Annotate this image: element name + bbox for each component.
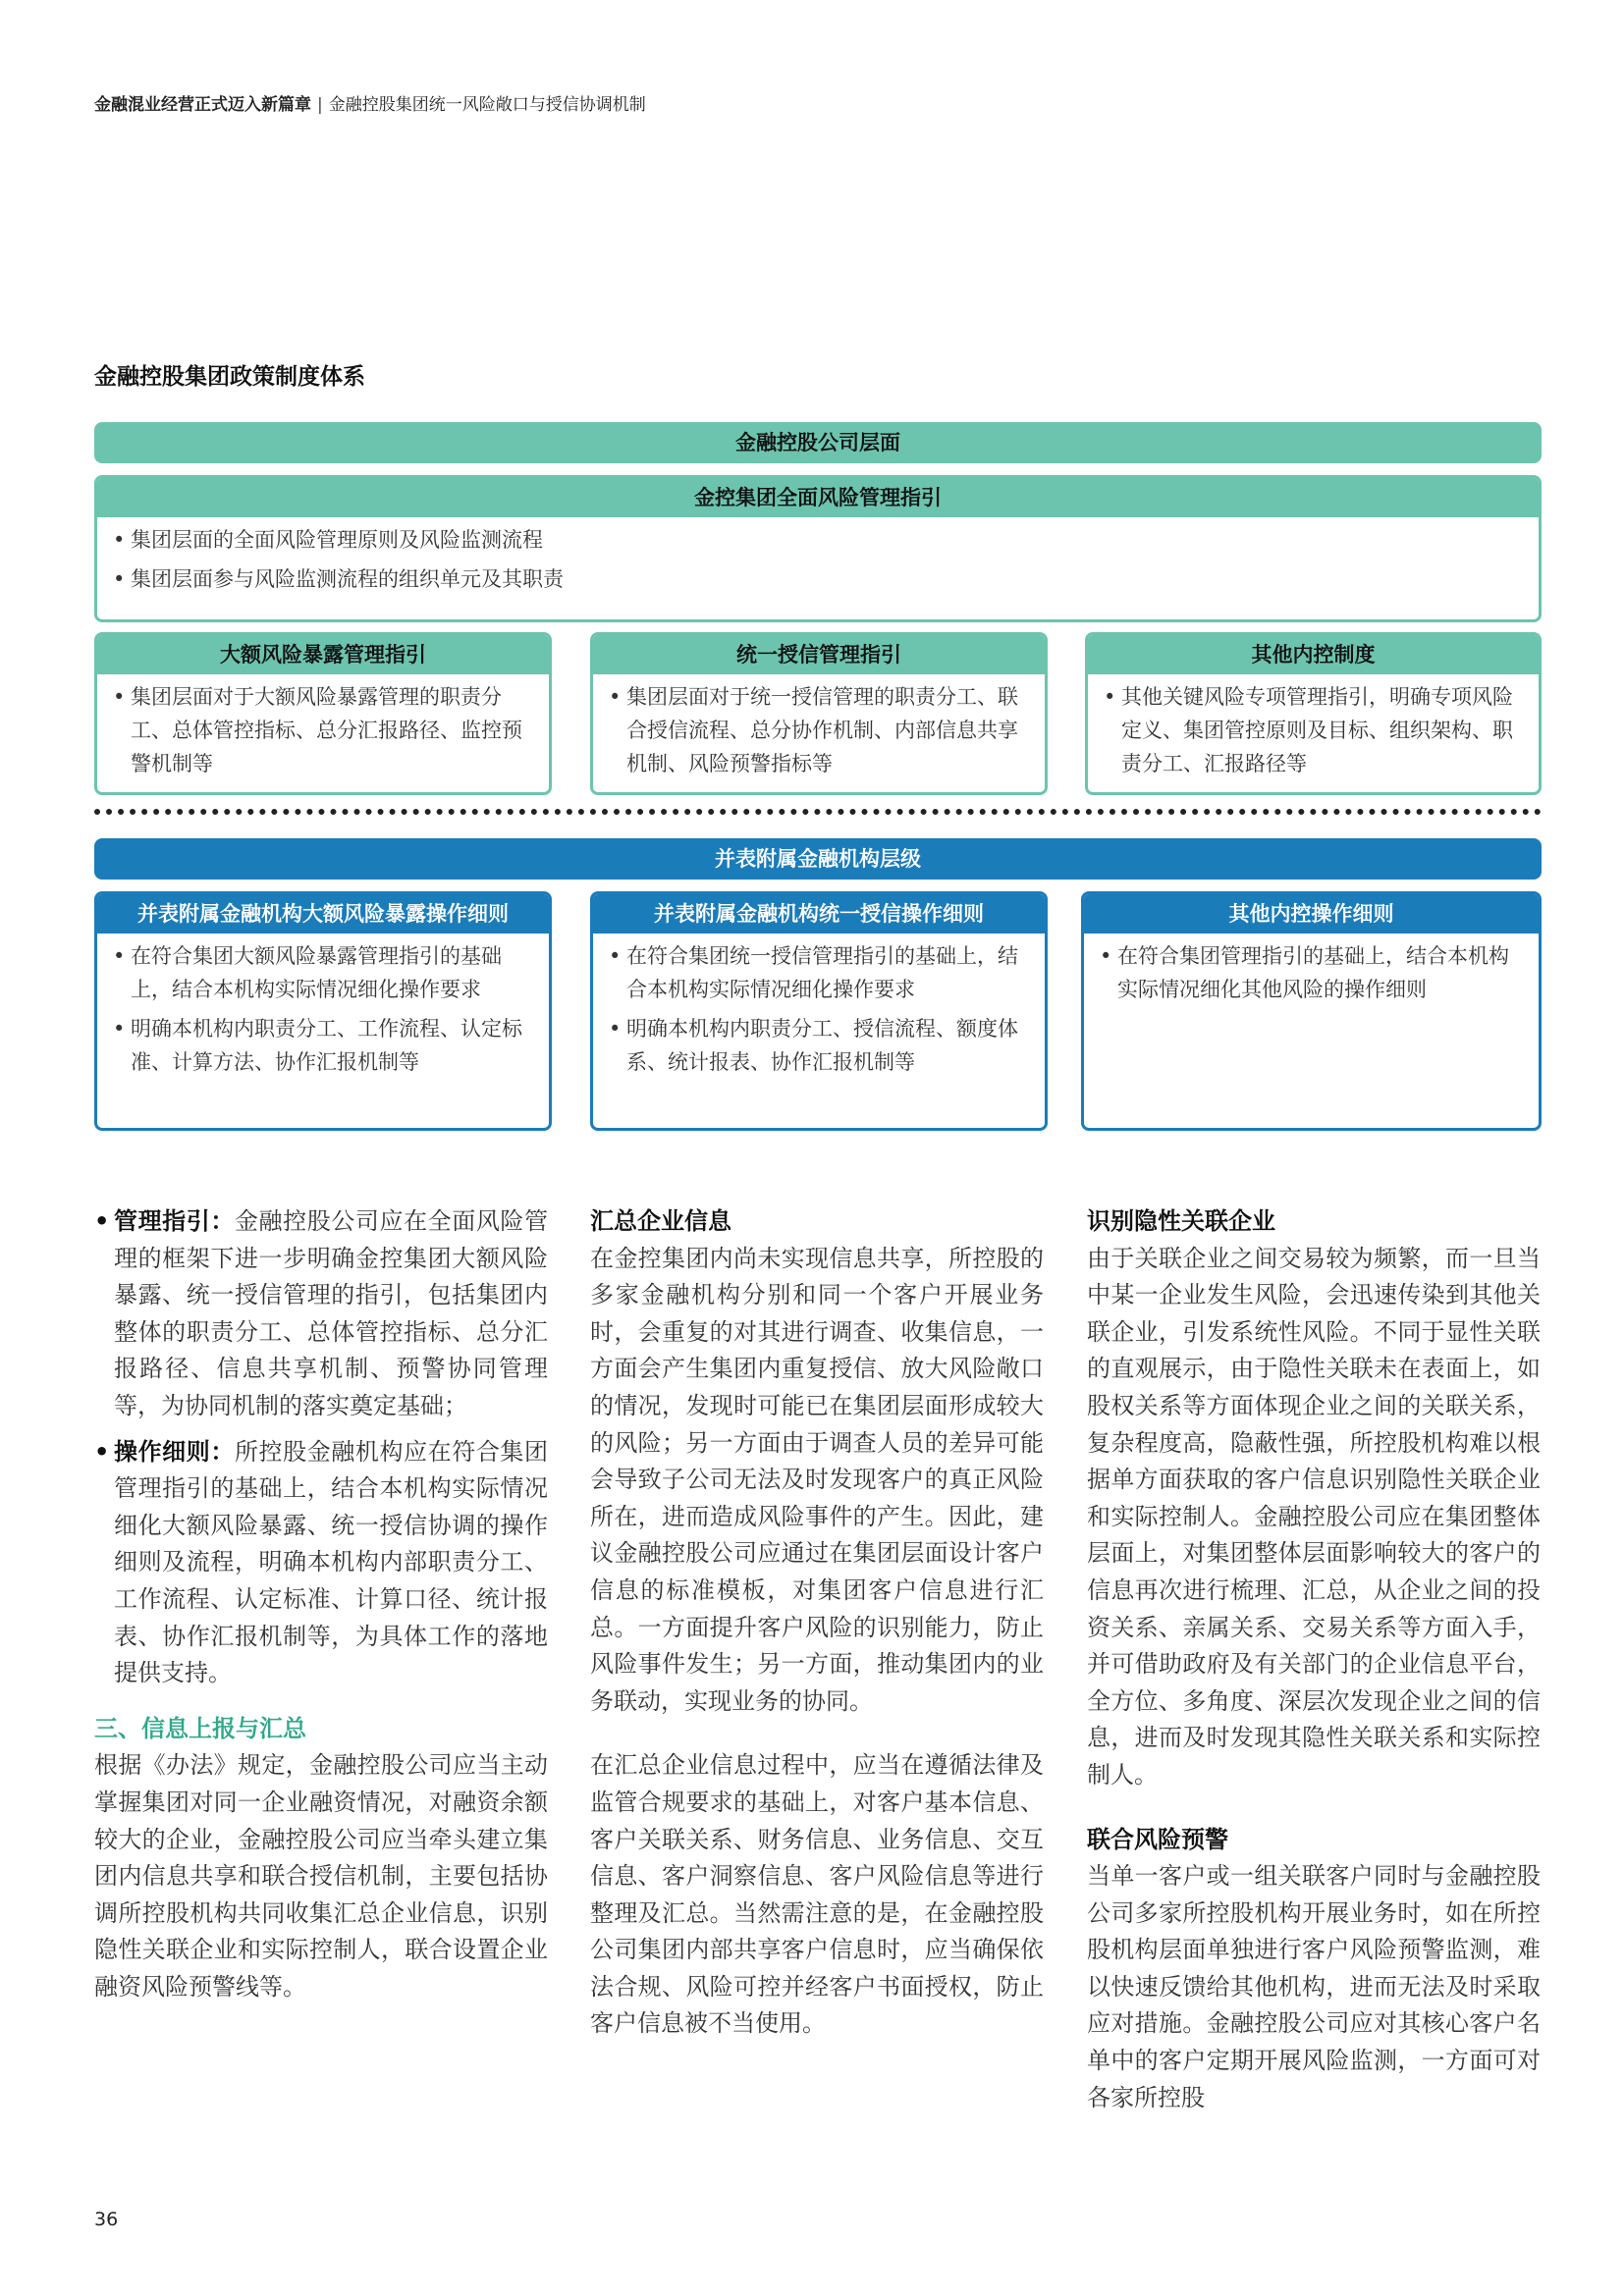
unified-credit-guide-box [590,632,1048,795]
sub-other-control-title: 其他内控操作细则 [1084,894,1539,934]
body-column-2 [590,1203,1044,2043]
paragraph: 在汇总企业信息过程中，应当在遵循法律及监管合规要求的基础上，对客户基本信息、客户关联关系、财务信息、业务信息、交互信息、客户洞察信息、客户风险信息等进行整理及汇总。当然需注意的是，在金融控股公司集团内部共享客户信息时，应当确保依法合规、风险可控并经客户书面授权，防止客户信息被不当使用。 [590,1751,1044,2038]
section-heading: 三、信息上报与汇总 [94,1714,306,1742]
subheading-hidden-affiliates: 识别隐性关联企业 [1087,1207,1275,1235]
header-title: 金融混业经营正式迈入新篇章 [94,95,311,115]
level-divider [94,809,1542,815]
bullet-lead: 管理指引： [114,1207,235,1235]
large-exposure-guide-box [94,632,552,795]
body-column-1 [94,1203,548,2005]
sub-large-exposure-title: 并表附属金融机构大额风险暴露操作细则 [97,894,549,934]
section-paragraph: 根据《办法》规定，金融控股公司应当主动掌握集团对同一企业融资情况，对融资余额较大的企业，金融控股公司应当牵头建立集团内信息共享和联合授信机制，主要包括协调所控股机构共同收集汇总企业信息，识别隐性关联企业和实际控制人，联合设置企业融资风险预警线等。 [94,1751,548,2001]
sub-unified-credit-item: • 在符合集团统一授信管理指引的基础上，结合本机构实际情况细化操作要求 [607,939,1031,1006]
unified-credit-guide-item: • 集团层面对于统一授信管理的职责分工、联合授信流程、总分协作机制、内部信息共享机制、风险预警指标等 [607,680,1031,780]
main-guide-item: • 集团层面的全面风险管理原则及风险监测流程 [111,523,1525,557]
header-subtitle: 金融控股集团统一风险敞口与授信协调机制 [328,95,646,115]
subheading-summarize-info: 汇总企业信息 [590,1207,731,1235]
sub-other-control-item: • 在符合集团管理指引的基础上，结合本机构实际情况细化其他风险的操作细则 [1098,939,1525,1006]
subsidiary-level-bar: 并表附属金融机构层级 [94,838,1542,880]
header-separator: | [317,95,323,115]
other-control-title: 其他内控制度 [1088,635,1539,674]
other-control-box [1085,632,1542,795]
large-exposure-guide-item: • 集团层面对于大额风险暴露管理的职责分工、总体管控指标、总分汇报路径、监控预警机制等 [111,680,535,780]
sub-unified-credit-box [590,891,1048,1131]
main-guide-title: 金控集团全面风险管理指引 [97,478,1539,517]
sub-other-control-box [1081,891,1542,1131]
large-exposure-guide-title: 大额风险暴露管理指引 [97,635,549,674]
page-number: 36 [94,2209,119,2230]
main-guide-item: • 集团层面参与风险监测流程的组织单元及其职责 [111,562,1525,596]
sub-unified-credit-title: 并表附属金融机构统一授信操作细则 [593,894,1045,934]
figure-title: 金融控股集团政策制度体系 [94,364,365,390]
paragraph: 当单一客户或一组关联客户同时与金融控股公司多家所控股机构开展业务时，如在所控股机构层面单独进行客户风险预警监测，难以快速反馈给其他机构，进而无法及时采取应对措施。金融控股公司应对其核心客户名单中的客户定期开展风险监测，一方面可对各家所控股 [1087,1862,1541,2111]
bullet-management-guide [94,1203,548,1425]
company-level-bar: 金融控股公司层面 [94,422,1542,463]
other-control-item: • 其他关键风险专项管理指引，明确专项风险定义、集团管控原则及目标、组织架构、职责分工、汇报路径等 [1102,680,1525,780]
unified-credit-guide-title: 统一授信管理指引 [593,635,1045,674]
main-guide-box [94,475,1542,622]
bullet-text: 金融控股公司应在全面风险管理的框架下进一步明确金控集团大额风险暴露、统一授信管理的指引，包括集团内整体的职责分工、总体管控指标、总分汇报路径、信息共享机制、预警协同管理等，为协同机制的落实奠定基础； [114,1207,549,1419]
body-column-3 [1087,1203,1541,2116]
paragraph: 由于关联企业之间交易较为频繁，而一旦当中某一企业发生风险，会迅速传染到其他关联企业，引发系统性风险。不同于显性关联的直观展示，由于隐性关联未在表面上，如股权关系等方面体现企业之间的关联关系，复杂程度高，隐蔽性强，所控股机构难以根据单方面获取的客户信息识别隐性关联企业和实际控制人。金融控股公司应在集团整体层面上，对集团整体层面影响较大的客户的信息再次进行梳理、汇总，从企业之间的投资关系、亲属关系、交易关系等方面入手，并可借助政府及有关部门的企业信息平台，全方位、多角度、深层次发现企业之间的信息，进而及时发现其隐性关联关系和实际控制人。 [1087,1244,1541,1789]
sub-large-exposure-box [94,891,552,1131]
subheading-joint-warning: 联合风险预警 [1087,1825,1228,1853]
bullet-operation-rules [94,1434,548,1692]
paragraph: 在金控集团内尚未实现信息共享，所控股的多家金融机构分别和同一个客户开展业务时，会重复的对其进行调查、收集信息，一方面会产生集团内重复授信、放大风险敞口的情况，发现时可能已在集团层面形成较大的风险；另一方面由于调查人员的差异可能会导致子公司无法及时发现客户的真正风险所在，进而造成风险事件的产生。因此，建议金融控股公司应通过在集团层面设计客户信息的标准模板，对集团客户信息进行汇总。一方面提升客户风险的识别能力，防止风险事件发生；另一方面，推动集团内的业务联动，实现业务的协同。 [590,1244,1044,1715]
running-header [94,90,646,115]
sub-unified-credit-item: • 明确本机构内职责分工、授信流程、额度体系、统计报表、协作汇报机制等 [607,1012,1031,1079]
sub-large-exposure-item: • 明确本机构内职责分工、工作流程、认定标准、计算方法、协作汇报机制等 [111,1012,535,1079]
sub-large-exposure-item: • 在符合集团大额风险暴露管理指引的基础上，结合本机构实际情况细化操作要求 [111,939,535,1006]
bullet-text: 所控股金融机构应在符合集团管理指引的基础上，结合本机构实际情况细化大额风险暴露、统一授信协调的操作细则及流程，明确本机构内部职责分工、工作流程、认定标准、计算口径、统计报表、协作汇报机制等，为具体工作的落地提供支持。 [114,1437,549,1687]
bullet-lead: 操作细则： [114,1437,235,1466]
